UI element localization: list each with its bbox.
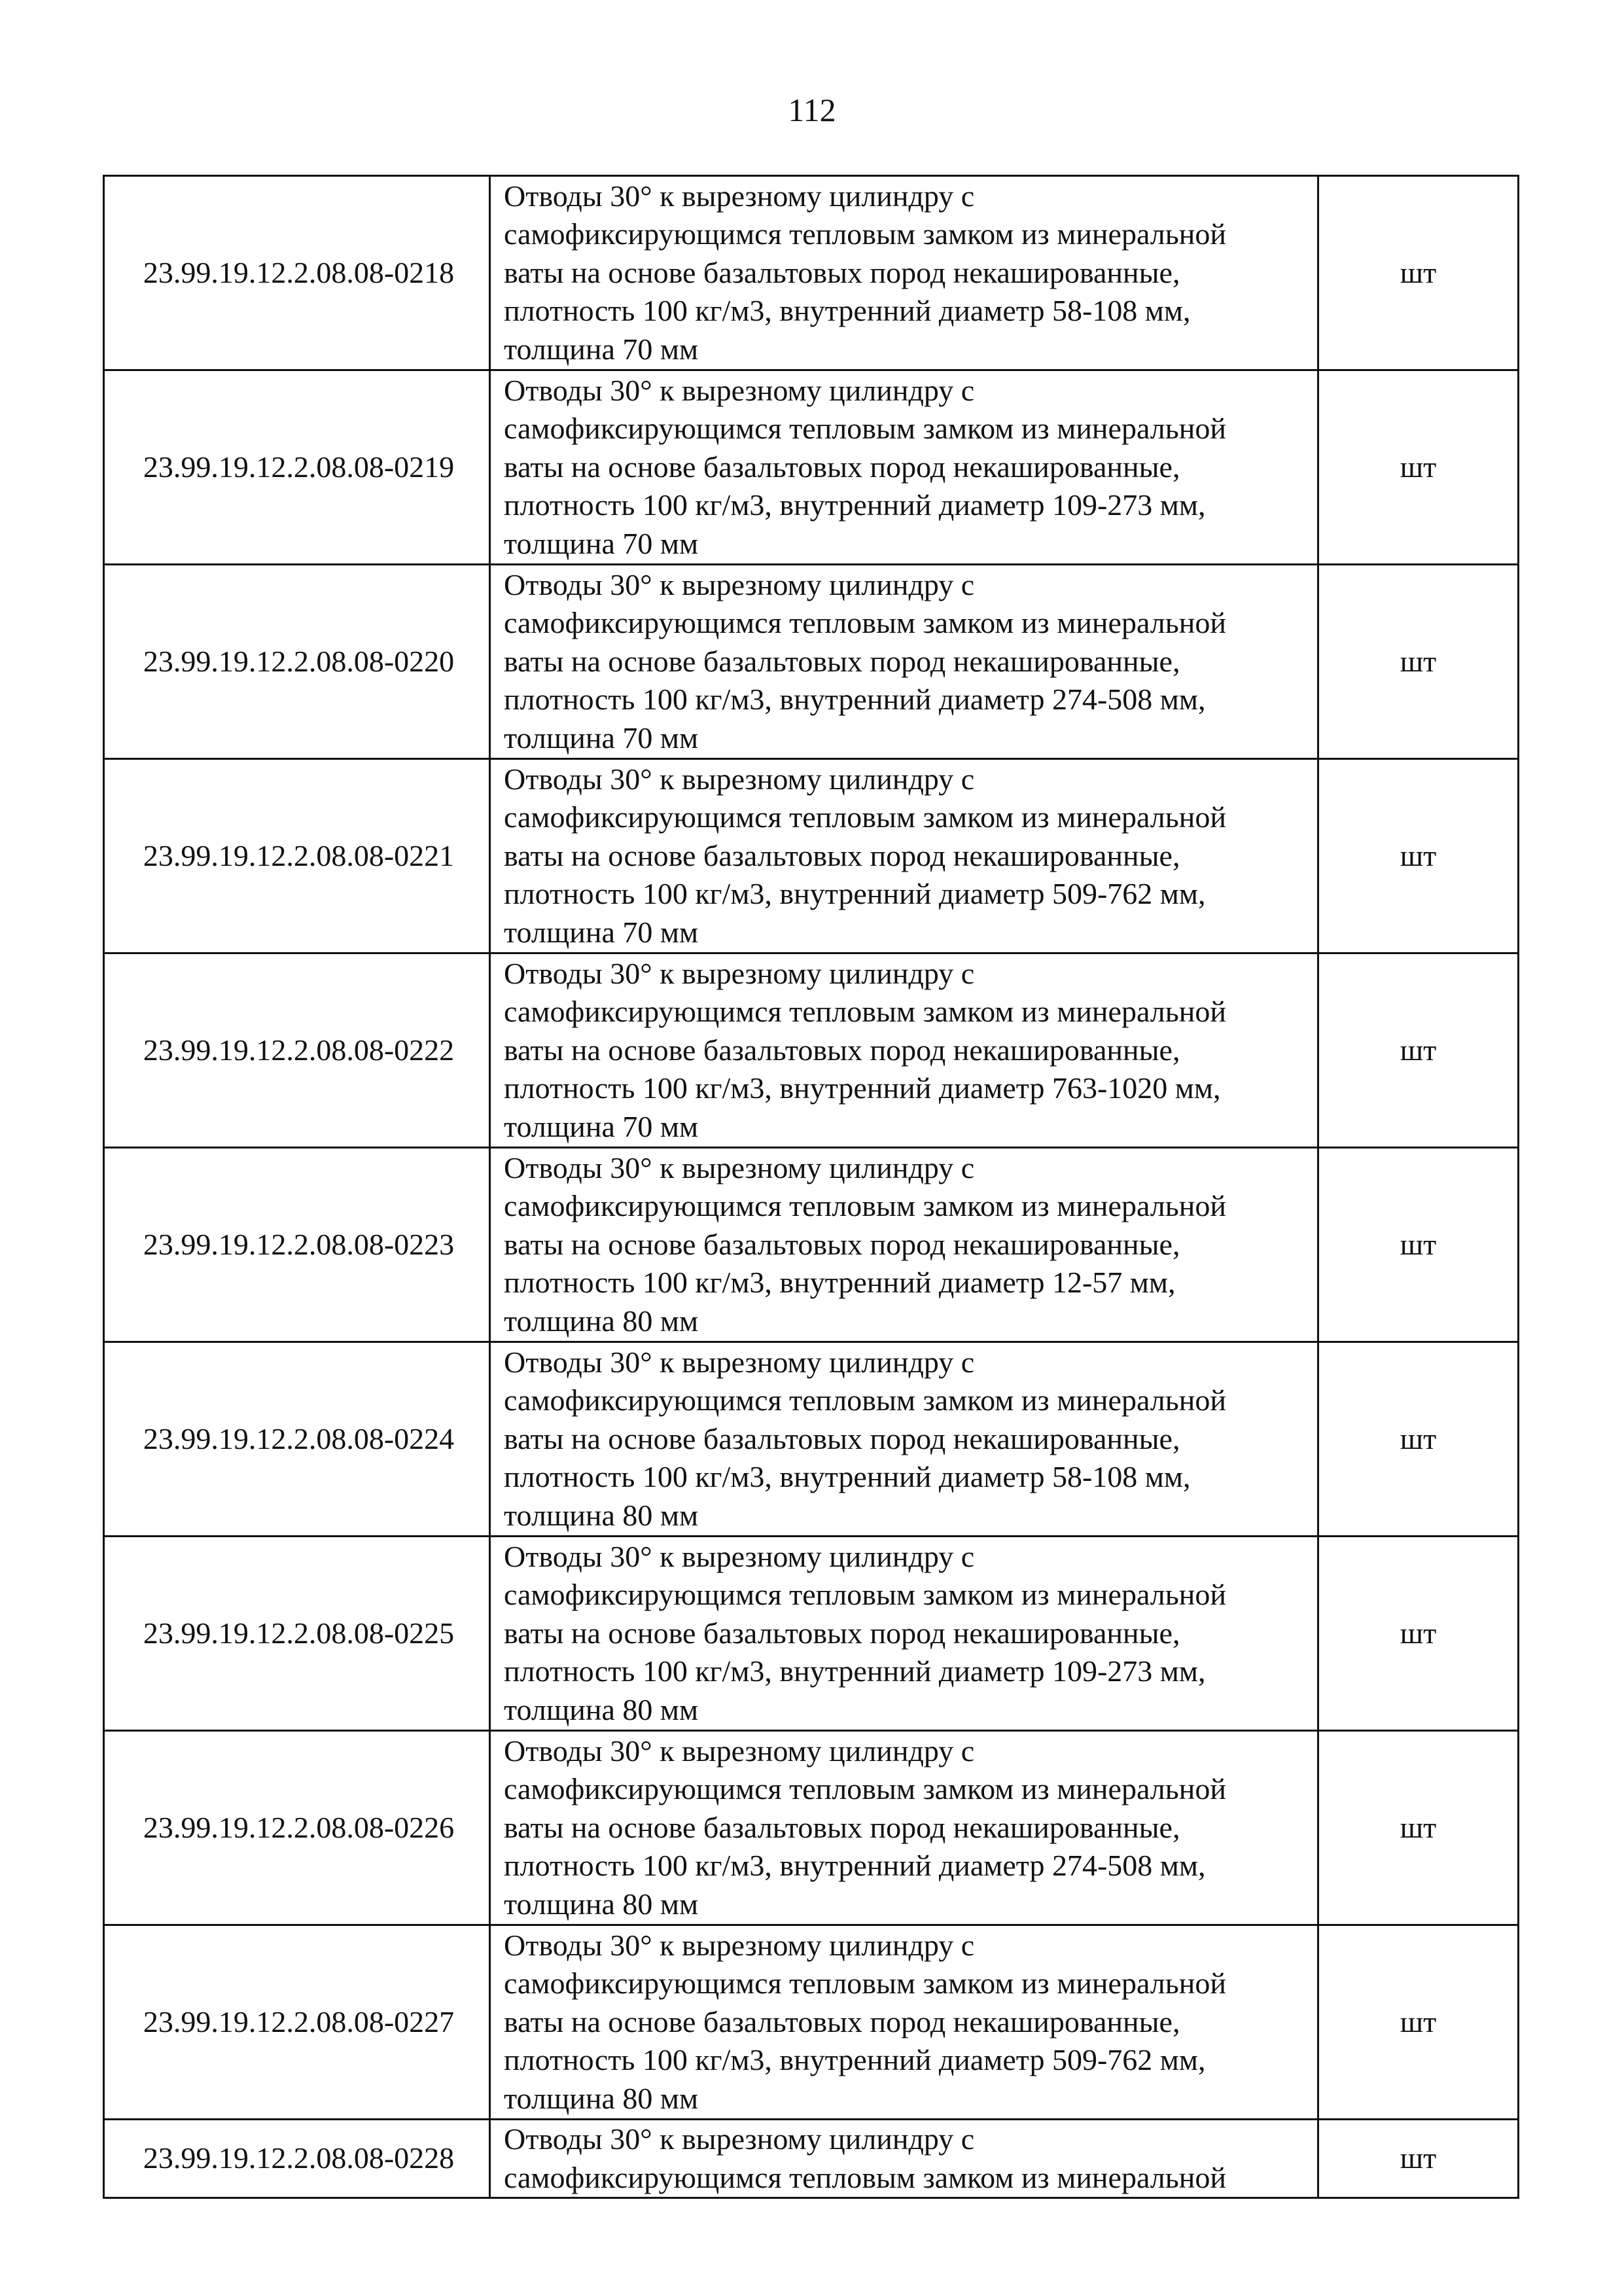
table-row — [104, 2120, 1519, 2198]
description-line: плотность 100 кг/м3, внутренний диаметр 58-108 мм, — [504, 294, 1191, 328]
description-line: толщина 80 мм — [504, 2081, 699, 2115]
unit-cell: шт — [1318, 176, 1519, 370]
description-line: самофиксирующимся тепловым замком из минеральной — [504, 800, 1226, 834]
resource-description-cell — [490, 1925, 1318, 2120]
description-line: плотность 100 кг/м3, внутренний диаметр 763-1020 мм, — [504, 1071, 1221, 1105]
description-line: Отводы 30° к вырезному цилиндру с — [504, 762, 975, 796]
description-line: Отводы 30° к вырезному цилиндру с — [504, 567, 975, 601]
description-line: плотность 100 кг/м3, внутренний диаметр 509-762 мм, — [504, 2043, 1206, 2077]
description-line: плотность 100 кг/м3, внутренний диаметр 274-508 мм, — [504, 683, 1206, 717]
description-line: Отводы 30° к вырезному цилиндру с — [504, 373, 975, 407]
resource-code-cell: 23.99.19.12.2.08.08-0220 — [104, 565, 490, 759]
description-line: толщина 80 мм — [504, 1692, 699, 1726]
table-row — [104, 565, 1519, 759]
resource-code-cell: 23.99.19.12.2.08.08-0218 — [104, 176, 490, 370]
resource-description-cell — [490, 1537, 1318, 1731]
description-line: толщина 80 мм — [504, 1304, 699, 1338]
table-row — [104, 176, 1519, 370]
resource-description-cell — [490, 370, 1318, 565]
table-row — [104, 1537, 1519, 1731]
resource-description-cell — [490, 176, 1318, 370]
unit-cell: шт — [1318, 1731, 1519, 1925]
description-line: самофиксирующимся тепловым замком из минеральной — [504, 1966, 1226, 2001]
resource-code-cell: 23.99.19.12.2.08.08-0219 — [104, 370, 490, 565]
resource-code-cell: 23.99.19.12.2.08.08-0225 — [104, 1537, 490, 1731]
resource-description-cell — [490, 1148, 1318, 1342]
table-row — [104, 1925, 1519, 2120]
unit-cell: шт — [1318, 759, 1519, 953]
unit-cell: шт — [1318, 1342, 1519, 1537]
description-line: ваты на основе базальтовых пород некашированные, — [504, 255, 1180, 289]
description-line: самофиксирующимся тепловым замком из минеральной — [504, 1578, 1226, 1612]
resource-code-cell: 23.99.19.12.2.08.08-0227 — [104, 1925, 490, 2120]
table-row — [104, 953, 1519, 1148]
resource-description-cell — [490, 2120, 1318, 2198]
resource-code-cell: 23.99.19.12.2.08.08-0221 — [104, 759, 490, 953]
resource-description-cell — [490, 565, 1318, 759]
resource-code-cell: 23.99.19.12.2.08.08-0226 — [104, 1731, 490, 1925]
description-line: ваты на основе базальтовых пород некашированные, — [504, 1227, 1180, 1261]
description-line: толщина 80 мм — [504, 1887, 699, 1921]
table-row — [104, 1148, 1519, 1342]
description-line: ваты на основе базальтовых пород некашированные, — [504, 1616, 1180, 1650]
description-line: толщина 70 мм — [504, 1109, 699, 1143]
description-line: плотность 100 кг/м3, внутренний диаметр 58-108 мм, — [504, 1460, 1191, 1494]
description-line: плотность 100 кг/м3, внутренний диаметр 274-508 мм, — [504, 1849, 1206, 1883]
description-line: толщина 80 мм — [504, 1498, 699, 1532]
description-line: толщина 70 мм — [504, 915, 699, 949]
description-line: самофиксирующимся тепловым замком из минеральной — [504, 1189, 1226, 1223]
description-line: плотность 100 кг/м3, внутренний диаметр 109-273 мм, — [504, 1654, 1206, 1688]
description-line: толщина 70 мм — [504, 526, 699, 560]
description-line: самофиксирующимся тепловым замком из минеральной — [504, 995, 1226, 1029]
unit-cell: шт — [1318, 1537, 1519, 1731]
resource-description-cell — [490, 1731, 1318, 1925]
resource-description-cell — [490, 759, 1318, 953]
description-line: Отводы 30° к вырезному цилиндру с — [504, 1150, 975, 1184]
description-line: ваты на основе базальтовых пород некашированные, — [504, 1033, 1180, 1067]
page-number: 112 — [788, 92, 836, 128]
resource-table — [103, 175, 1519, 2199]
table-row — [104, 370, 1519, 565]
description-line: самофиксирующимся тепловым замком из минеральной — [504, 412, 1226, 446]
resource-code-cell: 23.99.19.12.2.08.08-0223 — [104, 1148, 490, 1342]
description-line: ваты на основе базальтовых пород некашированные, — [504, 450, 1180, 484]
description-line: ваты на основе базальтовых пород некашированные, — [504, 838, 1180, 872]
unit-cell: шт — [1318, 1925, 1519, 2120]
unit-cell: шт — [1318, 953, 1519, 1148]
description-line: ваты на основе базальтовых пород некашированные, — [504, 1810, 1180, 1844]
description-line: Отводы 30° к вырезному цилиндру с — [504, 1734, 975, 1768]
description-line: плотность 100 кг/м3, внутренний диаметр 12-57 мм, — [504, 1266, 1176, 1300]
table-row — [104, 759, 1519, 953]
description-line: Отводы 30° к вырезному цилиндру с — [504, 1539, 975, 1573]
description-line: ваты на основе базальтовых пород некашированные, — [504, 1421, 1180, 1455]
description-line: самофиксирующимся тепловым замком из минеральной — [504, 2160, 1226, 2194]
unit-cell: шт — [1318, 370, 1519, 565]
description-line: толщина 70 мм — [504, 332, 699, 366]
description-line: Отводы 30° к вырезному цилиндру с — [504, 179, 975, 213]
resource-description-cell — [490, 953, 1318, 1148]
description-line: Отводы 30° к вырезному цилиндру с — [504, 956, 975, 990]
table-row — [104, 1731, 1519, 1925]
resource-code-cell: 23.99.19.12.2.08.08-0224 — [104, 1342, 490, 1537]
resource-description-cell — [490, 1342, 1318, 1537]
description-line: самофиксирующимся тепловым замком из минеральной — [504, 1383, 1226, 1417]
description-line: ваты на основе базальтовых пород некашированные, — [504, 2004, 1180, 2038]
unit-cell: шт — [1318, 565, 1519, 759]
resource-code-cell: 23.99.19.12.2.08.08-0222 — [104, 953, 490, 1148]
table-row — [104, 1342, 1519, 1537]
resource-code-cell: 23.99.19.12.2.08.08-0228 — [104, 2120, 490, 2198]
unit-cell: шт — [1318, 1148, 1519, 1342]
description-line: толщина 70 мм — [504, 721, 699, 755]
description-line: самофиксирующимся тепловым замком из минеральной — [504, 606, 1226, 640]
description-line: Отводы 30° к вырезному цилиндру с — [504, 2122, 975, 2156]
description-line: самофиксирующимся тепловым замком из минеральной — [504, 217, 1226, 251]
description-line: ваты на основе базальтовых пород некашированные, — [504, 644, 1180, 678]
description-line: Отводы 30° к вырезному цилиндру с — [504, 1928, 975, 1962]
description-line: самофиксирующимся тепловым замком из минеральной — [504, 1772, 1226, 1806]
description-line: Отводы 30° к вырезному цилиндру с — [504, 1345, 975, 1379]
unit-cell: шт — [1318, 2120, 1519, 2198]
resource-table-body — [104, 176, 1519, 2198]
description-line: плотность 100 кг/м3, внутренний диаметр 109-273 мм, — [504, 488, 1206, 522]
description-line: плотность 100 кг/м3, внутренний диаметр 509-762 мм, — [504, 877, 1206, 911]
